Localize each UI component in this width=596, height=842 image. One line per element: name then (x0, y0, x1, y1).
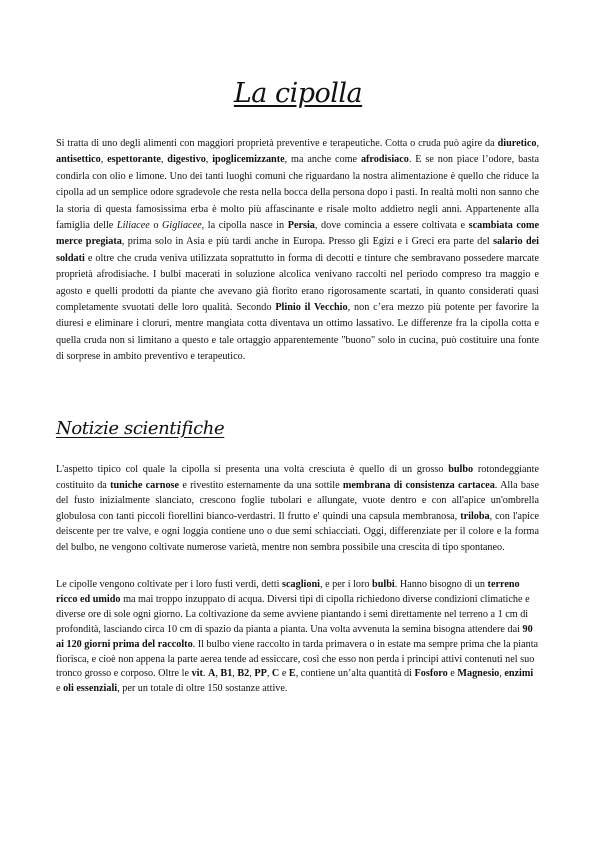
text-run: Le cipolle vengono coltivate per i loro fusti verdi, detti (56, 579, 283, 590)
text-run: , (536, 138, 539, 149)
bold-term: afrodisiaco (360, 154, 409, 166)
description-paragraph (56, 462, 539, 556)
bold-term: membrana di consistenza cartacea (342, 479, 495, 491)
text-run: , prima solo in Asia e più tardi anche in Europa. Presso gli Egizi e i Greci era parte del (121, 236, 494, 248)
bold-term: espettorante (107, 154, 161, 166)
text-run: , (249, 668, 255, 680)
text-run: , per un totale di oltre 150 sostanze attive. (117, 683, 288, 695)
bold-term: oli essenziali (63, 683, 118, 695)
text-run: Si tratta di uno degli alimenti con maggiori proprietà preventive e terapeutiche. Cotta o cruda può agire da (56, 138, 498, 149)
page-title: La cipolla (233, 78, 363, 109)
text-run: , dove comincia a essere coltivata e (314, 220, 469, 232)
bold-term: tuniche carnose (110, 479, 180, 491)
text-run: , (266, 668, 272, 680)
bold-term: Magnesio (457, 668, 500, 680)
text-run: , (160, 154, 168, 166)
text-run: , la cipolla nasce in (201, 220, 288, 232)
italic-term: Gigliacee (162, 220, 202, 232)
bold-term: diuretico (497, 138, 537, 149)
bold-term: terreno ricco ed umido (56, 579, 520, 605)
bold-term: vit (191, 668, 203, 680)
bold-term: enzimi (504, 668, 534, 680)
text-run: , non c’era mezzo più potente per favorire la diuresi e eliminare i cloruri, mentre mangiata cotta diventava un ottimo lassativo. Le differenze fra la cipolla cotta e quella cruda non si limitano a questo e tale ortaggio apparentemente "buono" solo in cucina, può costituire una fonte di sorprese in ambito preventivo e terapeutico. (56, 302, 539, 363)
text-run: ma mai troppo inzuppato di acqua. Diversi tipi di cipolla richiedono diverse condizioni climatiche e diverse ore di sole ogni giorno. La coltivazione da seme avviene piantando i semi direttamente nel terreno a 1 cm di profondità, lasciando circa 10 cm di spazio da pianta a pianta. Una volta avvenuta la semina bisogna attendere dai (56, 593, 530, 635)
text-run: . Hanno bisogno di un (394, 579, 488, 590)
bold-term: Fosforo (414, 668, 448, 680)
bold-term: Plinio il Vecchio (275, 302, 348, 314)
text-run: e (56, 683, 64, 695)
bold-term: antisettico (56, 154, 101, 166)
text-run: . Alla base del fusto inizialmente slanciato, crescono foglie tubolari e allungate, vuote dentro e con all'apice un'ombrella globulosa con tanti piccoli fiorellini bianco-verdastri. Il frutto e' quindi una capsula membranosa, (56, 479, 539, 522)
bold-term: B1 (220, 668, 233, 680)
bold-term: C (271, 668, 280, 680)
section-heading: Notizie scientifiche (56, 418, 225, 439)
text-run: , ma anche come (284, 154, 361, 166)
text-run: rotondeggiante costituito da (56, 464, 539, 491)
text-run: e (279, 668, 289, 680)
text-run: o (149, 220, 163, 232)
bold-term: Persia (287, 220, 315, 232)
bold-term: digestivo (167, 154, 206, 166)
bold-term: PP (254, 668, 267, 680)
bold-term: salario dei soldati (56, 236, 539, 264)
text-run: . (202, 668, 208, 680)
text-run: . E se non piace l’odore, basta condirla con olio e limone. Uno dei tanti luoghi comuni che riguardano la nostra alimentazione è quello che riduce la cipolla ad un semplice odore sgradevole che resta nella bocca della persona dopo i pasti. In realtà molti non sanno che la storia di questa famosissima erba è molto più affascinante e risale molto addietro negli anni. Appartenente alla famiglia delle (56, 154, 540, 232)
bold-term: 90 ai 120 giorni prima del raccolto (56, 623, 533, 650)
text-run: . Il bulbo viene raccolto in tarda primavera o in estate ma sempre prima che la pianta fiorisca, e cioè non appena la parte aerea tende ad essiccare, così che esso non perda i principi attivi contenuti nel suo tronco grosso e corposo. Oltre le (56, 638, 539, 680)
text-run: L'aspetto tipico col quale la cipolla si presenta una volta cresciuta è quello di un grosso (56, 464, 449, 475)
text-run: , (100, 154, 108, 166)
text-run: , (499, 668, 505, 680)
bold-term: ipoglicemizzante (212, 154, 285, 166)
text-run: e rivestito esternamente da una sottile (179, 479, 343, 491)
cultivation-paragraph (56, 578, 539, 697)
bold-term: B2 (237, 668, 250, 680)
intro-paragraph (56, 136, 539, 366)
italic-term: Liliacee (116, 220, 150, 232)
text-run: , con l'apice deiscente per tre valve, e ogni loggia contiene uno o due semi schiacciati. Oggi, differenziate per il colore e la forma del bulbo, ne vengono coltivate numerose varietà, mentre non sembra possibile una crescita di tipo spontaneo. (56, 510, 539, 553)
bold-term: bulbo (448, 464, 474, 475)
text-run: , (232, 668, 238, 680)
bold-term: triloba (460, 510, 490, 522)
text-run: e oltre che cruda veniva utilizzata soprattutto in forma di decotti e tinture che sembravano possedere marcate proprietà afrodisiache. I bulbi macerati in soluzione alcolica venivano raccolti nel periodo compreso tra maggio e agosto e quelli prodotti da piante che avevano già fiorito erano rigorosamente scartati, in quanto considerati quasi completamente svuotati delle loro qualità. Secondo (56, 252, 539, 314)
bold-term: bulbi (372, 579, 395, 590)
text-run: , (215, 668, 221, 680)
text-run: , (205, 154, 213, 166)
text-run: , contiene un’alta quantità di (295, 668, 415, 680)
bold-term: A (207, 668, 216, 680)
bold-term: scambiata come merce pregiata (56, 220, 540, 248)
bold-term: scaglioni (282, 579, 320, 590)
bold-term: E (288, 668, 296, 680)
text-run: e (447, 668, 458, 680)
text-run: , e per i loro (319, 579, 373, 590)
